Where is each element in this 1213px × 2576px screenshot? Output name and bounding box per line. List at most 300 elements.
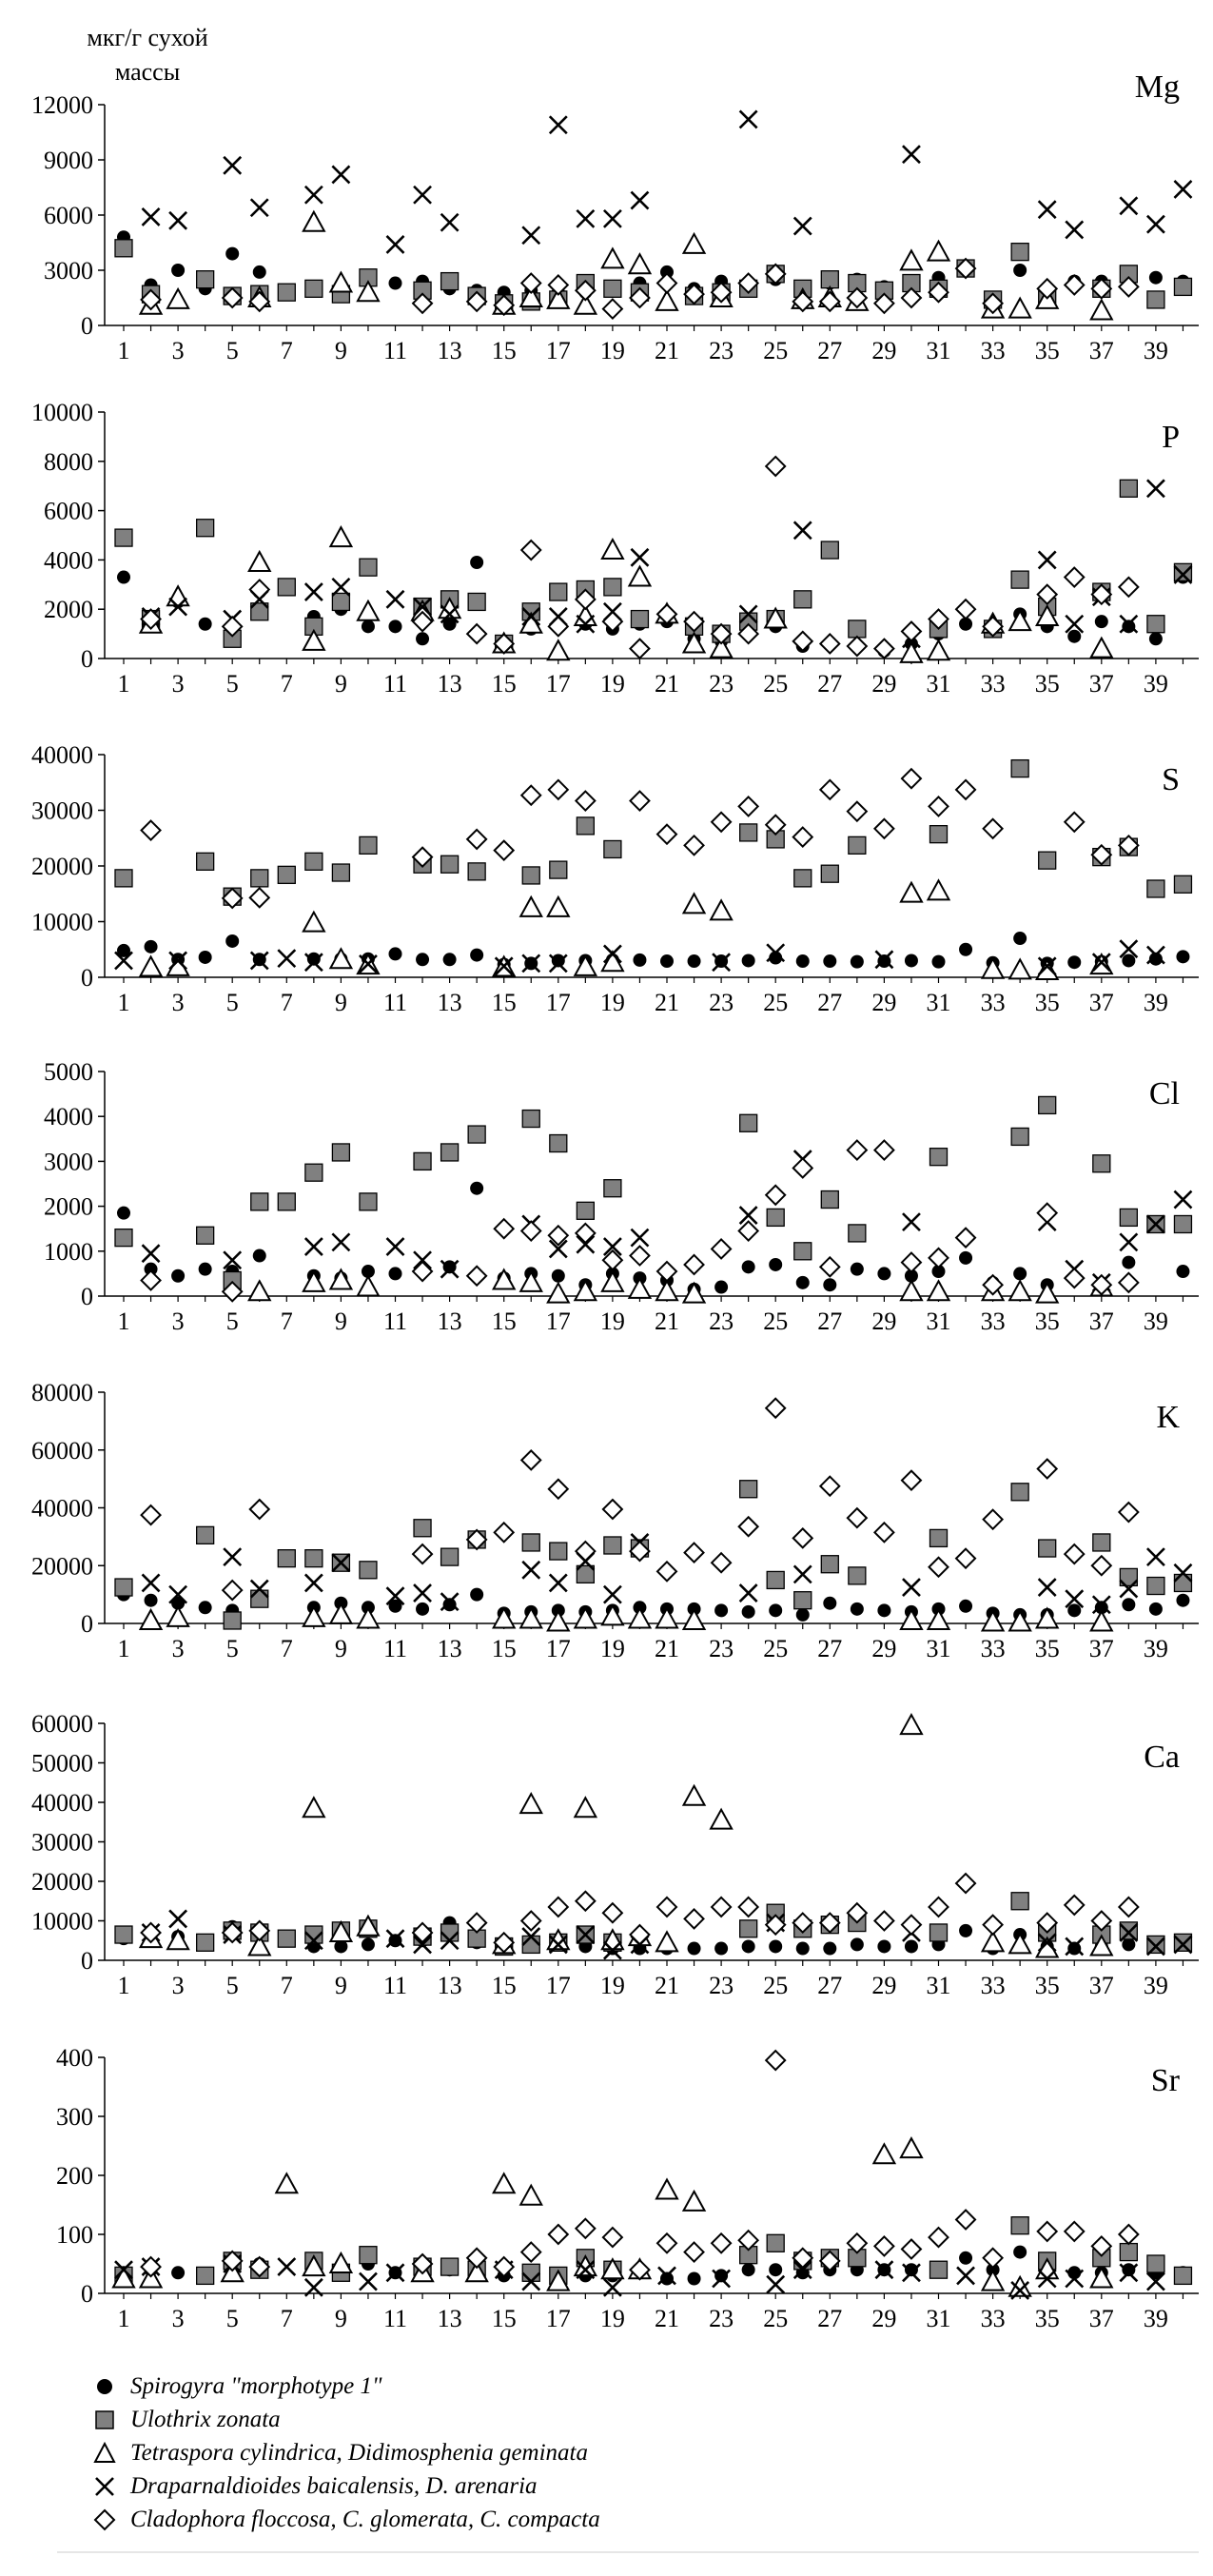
- y-tick-label: 80000: [31, 1379, 93, 1406]
- ulothrix-point: [115, 870, 132, 887]
- x-tick-label: 35: [1034, 1972, 1060, 1999]
- legend: [90, 2370, 1137, 2536]
- panel-k: [31, 1379, 1199, 1662]
- x-tick-label: 7: [280, 337, 293, 364]
- spirogyra-point: [823, 1597, 836, 1610]
- spirogyra-point: [633, 954, 646, 967]
- spirogyra-point: [1067, 955, 1081, 969]
- tetraspora-point: [983, 959, 1004, 978]
- spirogyra-point: [1013, 1267, 1027, 1280]
- tetraspora-point: [1009, 1281, 1030, 1300]
- ulothrix-point: [1011, 571, 1028, 588]
- x-tick-label: 5: [225, 1972, 239, 1999]
- cladophora-point: [495, 841, 514, 860]
- cladophora-point: [874, 819, 893, 838]
- ulothrix-point: [550, 861, 567, 878]
- legend-item-cladophora: [90, 2503, 1137, 2536]
- ulothrix-point: [1147, 291, 1164, 308]
- x-tick-label: 35: [1034, 1635, 1060, 1662]
- x-tick-label: 21: [655, 989, 679, 1016]
- spirogyra-point: [742, 1260, 755, 1273]
- y-tick-label: 30000: [31, 796, 93, 825]
- tetraspora-point: [303, 1272, 324, 1291]
- spirogyra-point: [823, 1942, 836, 1956]
- ulothrix-point: [278, 1930, 295, 1947]
- tetraspora-point: [929, 1281, 949, 1300]
- ulothrix-point: [550, 583, 567, 600]
- cladophora-point: [467, 624, 486, 643]
- ulothrix-point: [278, 1193, 295, 1210]
- ulothrix-point: [468, 1126, 485, 1143]
- ulothrix-point: [197, 1227, 214, 1244]
- tetraspora-point: [684, 1610, 705, 1629]
- x-tick-label: 3: [171, 670, 185, 698]
- spirogyra-point: [905, 954, 918, 967]
- tetraspora-point: [303, 1607, 324, 1626]
- ulothrix-point: [550, 1543, 567, 1560]
- panel-title: K: [1156, 1400, 1180, 1435]
- cladophora-point: [1119, 1273, 1138, 1292]
- draparnaldioides-point: [794, 218, 812, 235]
- spirogyra-point: [796, 1608, 810, 1622]
- cladophora-point: [223, 1581, 242, 1600]
- draparnaldioides-point: [278, 950, 295, 967]
- x-tick-label: 19: [599, 1635, 625, 1662]
- cladophora-point: [766, 2051, 785, 2070]
- draparnaldioides-point: [903, 1213, 920, 1230]
- x-tick-label: 39: [1143, 2305, 1168, 2332]
- tetraspora-point: [330, 273, 351, 292]
- x-tick-label: 31: [926, 1308, 951, 1335]
- y-tick-label: 100: [56, 2221, 93, 2249]
- x-tick-label: 1: [117, 1972, 130, 1999]
- draparnaldioides-point: [278, 2258, 295, 2275]
- ulothrix-point: [522, 1534, 539, 1551]
- tetraspora-point: [684, 633, 705, 652]
- ulothrix-point: [794, 1592, 812, 1609]
- x-tick-label: 27: [817, 989, 843, 1016]
- spirogyra-point: [389, 1267, 402, 1280]
- draparnaldioides-point: [522, 1562, 539, 1579]
- spirogyra-point: [742, 1605, 755, 1619]
- panel-title: Mg: [1134, 69, 1180, 105]
- ulothrix-point: [849, 1567, 866, 1584]
- y-tick-label: 4000: [44, 546, 93, 575]
- spirogyra-point: [416, 953, 429, 966]
- y-tick-label: 0: [81, 964, 93, 992]
- spirogyra-point: [145, 940, 158, 954]
- x-tick-label: 21: [655, 2305, 679, 2332]
- y-tick-label: 300: [56, 2103, 93, 2131]
- spirogyra-point: [470, 949, 483, 962]
- spirogyra-point: [171, 1269, 185, 1283]
- x-tick-label: 39: [1143, 1972, 1168, 1999]
- tetraspora-point: [684, 1284, 705, 1303]
- tetraspora-point: [656, 2180, 677, 2199]
- spirogyra-point: [362, 1937, 375, 1951]
- x-tick-label: 31: [926, 1635, 951, 1662]
- cladophora-point: [848, 637, 867, 656]
- x-tick-label: 11: [382, 670, 408, 698]
- cladophora-point: [521, 274, 540, 293]
- cladophora-point: [250, 1500, 269, 1519]
- ulothrix-point: [740, 1481, 757, 1498]
- y-tick-label: 200: [56, 2162, 93, 2190]
- tetraspora-point: [602, 1272, 623, 1291]
- draparnaldioides-point: [387, 236, 404, 253]
- draparnaldioides-point: [143, 208, 160, 226]
- spirogyra-point: [688, 1942, 701, 1956]
- x-tick-label: 13: [437, 989, 462, 1016]
- x-tick-label: 25: [763, 1972, 789, 1999]
- x-tick-label: 19: [599, 1308, 625, 1335]
- x-tick-label: 17: [545, 1308, 571, 1335]
- cladophora-point: [1065, 1896, 1084, 1915]
- y-tick-label: 40000: [31, 1789, 93, 1817]
- x-tick-label: 7: [280, 2305, 293, 2332]
- cladophora-point: [956, 1229, 975, 1248]
- panel-ca: [31, 1710, 1199, 1999]
- cladophora-point: [685, 1909, 704, 1928]
- ulothrix-point: [1011, 1128, 1028, 1145]
- spirogyra-point: [769, 1939, 782, 1953]
- ulothrix-point: [1120, 480, 1137, 497]
- legend-item-draparnaldioides: [90, 2469, 1137, 2503]
- tetraspora-point: [548, 1611, 569, 1630]
- ulothrix-point: [468, 593, 485, 610]
- y-tick-label: 0: [81, 2280, 93, 2308]
- x-tick-label: 21: [655, 1635, 679, 1662]
- spirogyra-point: [470, 556, 483, 569]
- spirogyra-point: [199, 618, 212, 631]
- ulothrix-point: [604, 840, 621, 857]
- cladophora-point: [413, 1262, 432, 1281]
- draparnaldioides-point: [740, 1584, 757, 1602]
- x-tick-label: 39: [1143, 989, 1168, 1016]
- ulothrix-point: [1011, 1893, 1028, 1910]
- tetraspora-point: [303, 913, 324, 932]
- x-tick-label: 23: [709, 989, 734, 1016]
- y-tick-label: 50000: [31, 1749, 93, 1778]
- spirogyra-point: [389, 619, 402, 633]
- x-tick-label: 27: [817, 1972, 843, 1999]
- y-tick-label: 2000: [44, 596, 93, 624]
- x-tick-label: 17: [545, 1635, 571, 1662]
- cladophora-point: [929, 1558, 949, 1577]
- draparnaldioides-point: [414, 187, 431, 204]
- cladophora-point: [902, 1471, 921, 1490]
- spirogyra-point: [117, 1207, 130, 1220]
- cladophora-point: [766, 457, 785, 476]
- tetraspora-point: [983, 1611, 1004, 1630]
- cladophora-point: [467, 830, 486, 849]
- cladophora-point: [956, 1549, 975, 1568]
- x-tick-label: 3: [171, 1308, 185, 1335]
- ulothrix-point: [305, 1164, 323, 1181]
- x-tick-label: 19: [599, 670, 625, 698]
- x-tick-label: 17: [545, 2305, 571, 2332]
- ulothrix-point: [1174, 875, 1191, 893]
- cladophora-point: [712, 1898, 731, 1917]
- ulothrix-point: [604, 1537, 621, 1554]
- x-tick-label: 31: [926, 337, 951, 364]
- cladophora-point: [902, 1916, 921, 1935]
- cladophora-point: [956, 780, 975, 799]
- ulothrix-point: [577, 817, 594, 835]
- cladophora-point: [1092, 1556, 1111, 1575]
- y-tick-label: 3000: [44, 257, 93, 285]
- x-tick-label: 13: [437, 1972, 462, 1999]
- cladophora-point: [657, 1562, 676, 1581]
- x-tick-label: 7: [280, 1635, 293, 1662]
- x-tick-label: 25: [763, 989, 789, 1016]
- draparnaldioides-point: [767, 2276, 784, 2293]
- tetraspora-point: [303, 212, 324, 231]
- cladophora-point: [793, 1528, 812, 1547]
- cladophora-point: [874, 1912, 893, 1931]
- spirogyra-point: [1067, 1942, 1081, 1956]
- ulothrix-point: [1174, 1574, 1191, 1591]
- x-tick-label: 27: [817, 1635, 843, 1662]
- cladophora-point: [820, 1477, 839, 1496]
- panel-title: Ca: [1144, 1740, 1180, 1775]
- cladophora-point: [984, 1510, 1003, 1529]
- x-tick-label: 35: [1034, 337, 1060, 364]
- y-tick-label: 60000: [31, 1436, 93, 1465]
- cladophora-point: [820, 780, 839, 799]
- panel-cl: [44, 1058, 1199, 1335]
- spirogyra-point: [660, 954, 674, 968]
- x-tick-label: 3: [171, 1972, 185, 1999]
- x-tick-label: 37: [1088, 2305, 1114, 2332]
- spirogyra-point: [959, 1251, 972, 1265]
- draparnaldioides-point: [1039, 1579, 1056, 1596]
- x-tick-label: 3: [171, 1635, 185, 1662]
- tetraspora-point: [330, 1604, 351, 1623]
- x-tick-label: 29: [871, 1972, 897, 1999]
- x-tick-label: 27: [817, 337, 843, 364]
- x-tick-label: 33: [980, 1308, 1006, 1335]
- tetraspora-point: [901, 883, 922, 902]
- ulothrix-point: [197, 853, 214, 870]
- ulothrix-point: [414, 1520, 431, 1537]
- cladophora-point: [739, 1517, 758, 1536]
- ulothrix-point: [522, 1936, 539, 1953]
- draparnaldioides-point: [360, 2273, 377, 2291]
- spirogyra-point: [796, 954, 810, 968]
- draparnaldioides-point: [631, 549, 648, 566]
- ulothrix-point: [604, 280, 621, 297]
- spirogyra-point: [714, 1942, 728, 1956]
- ulothrix-point: [740, 1114, 757, 1131]
- ulothrix-point: [305, 280, 323, 297]
- draparnaldioides-point: [794, 1565, 812, 1583]
- cladophora-point: [630, 639, 649, 659]
- draparnaldioides-point: [224, 157, 241, 174]
- ulothrix-point: [1011, 2217, 1028, 2234]
- cladophora-point: [521, 541, 540, 560]
- x-tick-label: 11: [382, 2305, 408, 2332]
- cladophora-point: [685, 1544, 704, 1563]
- cladophora-point: [929, 1898, 949, 1917]
- cladophora-point: [657, 2233, 676, 2252]
- cladophora-point: [467, 1267, 486, 1286]
- cladophora-point: [250, 580, 269, 599]
- x-tick-label: 29: [871, 2305, 897, 2332]
- ulothrix-point: [930, 826, 948, 843]
- x-tick-label: 9: [334, 1972, 347, 1999]
- draparnaldioides-point: [1120, 1233, 1137, 1250]
- draparnaldioides-point: [387, 591, 404, 608]
- spirogyra-point: [851, 1263, 864, 1276]
- draparnaldioides-point: [143, 1245, 160, 1262]
- tetraspora-point: [330, 949, 351, 968]
- ulothrix-point: [1147, 616, 1164, 633]
- x-tick-label: 33: [980, 337, 1006, 364]
- ulothrix-point: [115, 240, 132, 257]
- tetraspora-point: [711, 1810, 732, 1829]
- spirogyra-point: [688, 954, 701, 968]
- y-tick-label: 0: [81, 1283, 93, 1310]
- cladophora-point: [848, 802, 867, 821]
- x-tick-label: 37: [1088, 1972, 1114, 1999]
- tetraspora-point: [983, 2271, 1004, 2291]
- y-tick-label: 10000: [31, 399, 93, 426]
- tetraspora-point: [167, 1607, 188, 1626]
- tetraspora-point: [684, 2192, 705, 2211]
- ulothrix-point: [1093, 1155, 1110, 1172]
- tetraspora-point: [167, 1930, 188, 1949]
- cladophora-point: [603, 1500, 622, 1519]
- tetraspora-point: [1009, 1611, 1030, 1630]
- cladophora-point: [521, 2243, 540, 2262]
- spirogyra-point: [1122, 619, 1135, 633]
- cladophora-point: [929, 796, 949, 816]
- cladophora-point: [793, 632, 812, 651]
- ulothrix-point: [1011, 1484, 1028, 1501]
- tetraspora-point: [494, 2173, 515, 2193]
- cladophora-point: [1065, 1268, 1084, 1288]
- x-tick-label: 33: [980, 670, 1006, 698]
- legend-marker-diamond: [90, 2506, 119, 2534]
- draparnaldioides-point: [387, 1238, 404, 1255]
- tetraspora-point: [520, 897, 541, 916]
- spirogyra-point: [552, 1269, 565, 1283]
- ulothrix-point: [441, 273, 459, 290]
- y-tick-label: 6000: [44, 202, 93, 229]
- y-tick-label: 3000: [44, 1148, 93, 1176]
- draparnaldioides-point: [169, 212, 186, 229]
- panel-title: Cl: [1148, 1076, 1180, 1111]
- tetraspora-point: [1009, 959, 1030, 978]
- spirogyra-point: [389, 277, 402, 290]
- ulothrix-point: [305, 1550, 323, 1567]
- cladophora-point: [739, 1898, 758, 1917]
- draparnaldioides-point: [414, 1584, 431, 1602]
- cladophora-point: [685, 2243, 704, 2262]
- cladophora-point: [1119, 578, 1138, 597]
- x-tick-label: 25: [763, 670, 789, 698]
- tetraspora-point: [1091, 639, 1112, 658]
- spirogyra-point: [823, 954, 836, 968]
- cladophora-point: [576, 1892, 595, 1911]
- draparnaldioides-point: [441, 214, 459, 231]
- x-tick-label: 15: [491, 670, 517, 698]
- spirogyra-point: [470, 1182, 483, 1195]
- x-tick-label: 23: [709, 1972, 734, 1999]
- draparnaldioides-point: [143, 1574, 160, 1591]
- cladophora-point: [874, 1141, 893, 1160]
- draparnaldioides-point: [631, 1229, 648, 1247]
- y-tick-label: 20000: [31, 1552, 93, 1581]
- x-tick-label: 17: [545, 989, 571, 1016]
- x-tick-label: 23: [709, 337, 734, 364]
- tetraspora-point: [901, 250, 922, 269]
- ulothrix-point: [360, 836, 377, 854]
- x-tick-label: 25: [763, 2305, 789, 2332]
- x-tick-label: 5: [225, 1308, 239, 1335]
- tetraspora-point: [575, 1608, 596, 1627]
- spirogyra-point: [688, 2272, 701, 2286]
- spirogyra-point: [742, 954, 755, 967]
- x-tick-label: 11: [382, 989, 408, 1016]
- y-tick-label: 4000: [44, 1103, 93, 1131]
- tetraspora-point: [1009, 611, 1030, 630]
- x-tick-label: 9: [334, 670, 347, 698]
- spirogyra-point: [851, 955, 864, 969]
- x-tick-label: 13: [437, 337, 462, 364]
- ulothrix-point: [441, 1548, 459, 1565]
- spirogyra-point: [742, 1939, 755, 1953]
- x-tick-label: 29: [871, 1308, 897, 1335]
- cladophora-point: [766, 1186, 785, 1205]
- cladophora-point: [521, 786, 540, 805]
- ulothrix-point: [1147, 880, 1164, 897]
- x-tick-label: 17: [545, 337, 571, 364]
- spirogyra-point: [959, 1600, 972, 1613]
- spirogyra-point: [362, 619, 375, 633]
- tetraspora-point: [656, 1608, 677, 1627]
- cladophora-point: [603, 612, 622, 631]
- cladophora-point: [657, 825, 676, 844]
- spirogyra-point: [769, 1603, 782, 1617]
- ulothrix-point: [577, 1202, 594, 1219]
- draparnaldioides-point: [604, 210, 621, 227]
- ulothrix-point: [821, 541, 838, 559]
- ulothrix-point: [360, 1562, 377, 1579]
- ulothrix-point: [1039, 1540, 1056, 1557]
- cladophora-point: [657, 1262, 676, 1281]
- draparnaldioides-point: [1039, 551, 1056, 568]
- x-tick-label: 11: [382, 1972, 408, 1999]
- tetraspora-point: [901, 2138, 922, 2157]
- x-tick-label: 11: [382, 1635, 408, 1662]
- ulothrix-point: [930, 1529, 948, 1546]
- x-tick-label: 29: [871, 1635, 897, 1662]
- spirogyra-point: [1149, 1603, 1163, 1616]
- tetraspora-point: [901, 1610, 922, 1629]
- x-tick-label: 15: [491, 989, 517, 1016]
- spirogyra-point: [416, 632, 429, 645]
- x-tick-label: 35: [1034, 670, 1060, 698]
- legend-label: Spirogyra "morphotype 1": [130, 2372, 382, 2399]
- cladophora-point: [712, 1239, 731, 1258]
- cladophora-point: [1065, 1544, 1084, 1563]
- ulothrix-point: [821, 1556, 838, 1573]
- cladophora-point: [984, 1916, 1003, 1935]
- ulothrix-point: [360, 1193, 377, 1210]
- cladophora-point: [576, 792, 595, 811]
